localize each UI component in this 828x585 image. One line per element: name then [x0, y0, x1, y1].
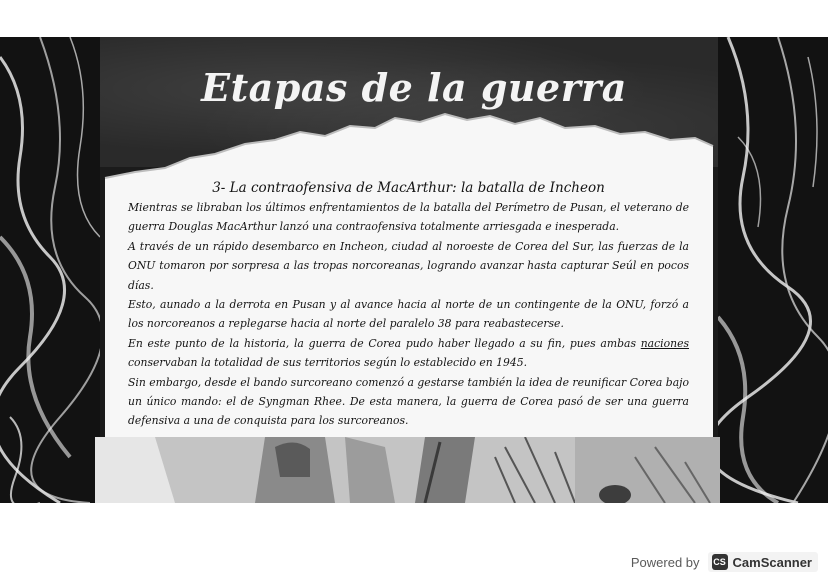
paragraph-2: A través de un rápido desembarco en Incheon, ciudad al noroeste de Corea del Sur, las fuerzas de la ONU tomaron por sorpresa a las tropas norcoreanas, logrando avanzar hasta capturar Seúl en pocos días. — [128, 239, 689, 292]
section-heading: 3- La contraofensiva de MacArthur: la batalla de Incheon — [212, 180, 605, 196]
paragraph-4-text-b: conservaban la totalidad de sus territorios según lo establecido en 1945. — [128, 356, 528, 370]
powered-by-label: Powered by — [630, 554, 700, 570]
paragraph-1: Mientras se libraban los últimos enfrentamientos de la batalla del Perímetro de Pusan, el veterano de guerra Douglas MacArthur lanzó una contraofensiva totalmente arriesgada e inesperada. — [128, 201, 689, 234]
camscanner-logo-icon: CS — [712, 554, 728, 570]
paragraph-3: Esto, aunado a la derrota en Pusan y al avance hacia al norte de un contingente de la ONU, forzó a los norcoreanos a replegarse hacia al norte del paralelo 38 para reabastecerse. — [128, 298, 689, 331]
paragraph-5: Sin embargo, desde el bando surcoreano comenzó a gestarse también la idea de reunificar Corea bajo un único mando: el de Syngman Rhee. De esta manera, la guerra de Corea pasó de ser una guerra defensiva a una de conquista para los surcoreanos. — [128, 375, 689, 428]
soldiers-photo — [95, 437, 720, 503]
article-content — [128, 180, 689, 431]
paragraph-4-text-a: En este punto de la historia, la guerra de Corea pudo haber llegado a su fin, pues ambas — [128, 336, 641, 350]
slide-title: Etapas de la guerra — [201, 65, 627, 110]
paragraph-4 — [128, 334, 689, 373]
camscanner-brand-name: CamScanner — [732, 554, 812, 570]
naciones-link[interactable]: naciones — [640, 336, 689, 350]
camscanner-badge — [708, 552, 818, 572]
camscanner-footer — [631, 548, 818, 576]
